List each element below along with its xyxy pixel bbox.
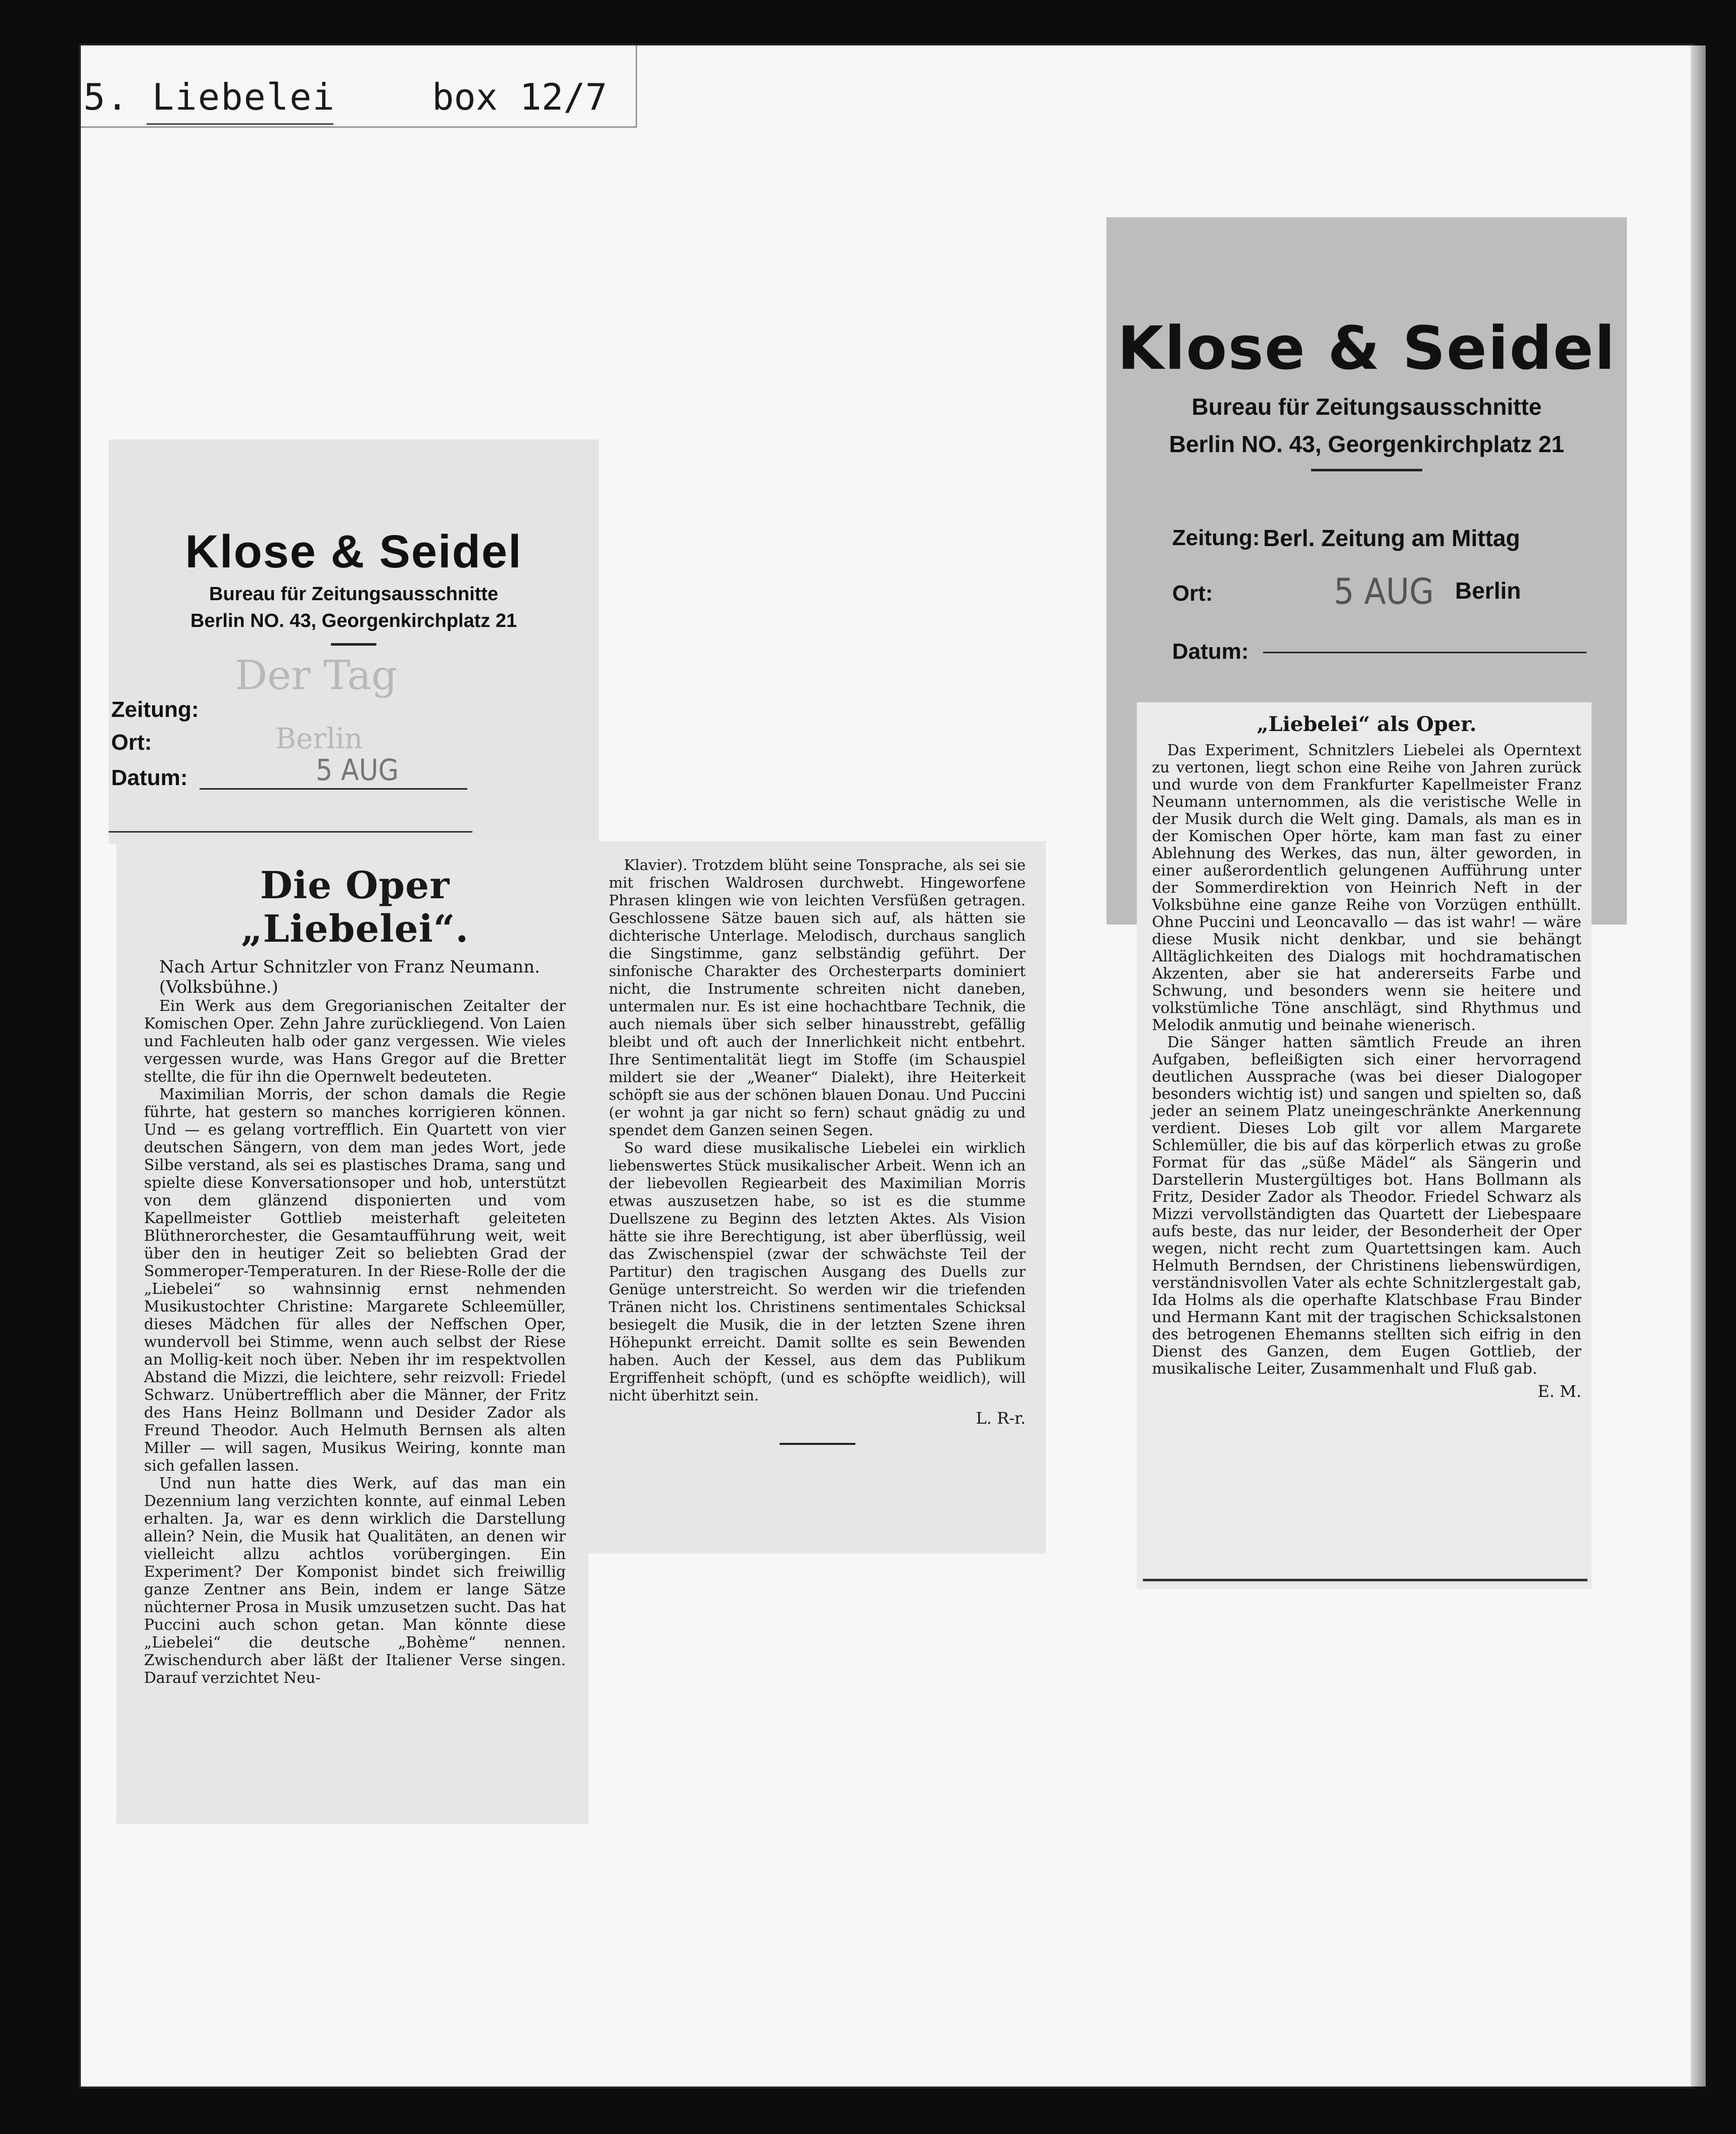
article-byline: Nach Artur Schnitzler von Franz Neumann. xyxy=(159,957,540,977)
article-paragraph: Das Experiment, Schnitzlers Liebelei als Operntext zu vertonen, liegt schon eine Reihe von Jahren zurück und wurde von dem Frankfurter Kapellmeister Franz Neumann unternommen, als die veristische Welle in der Musik durch die Welt ging. Damals, als man es in der Komischen Oper hörte, kam man fast zu einer Ablehnung des Werkes, das nun, älter geworden, in einer außerordentlich gelungenen Aufführung unter der Sommerdirektion von Heinrich Neft in der Volksbühne eine ganze Reihe von Vorzügen enthüllt. Ohne Puccini und Leoncavallo — das ist wahr! — wäre diese Musik nicht denkbar, und sie behängt Alltäglichkeiten des Dialogs mit hochdramatischen Akzenten, aber sie hat andererseits Farbe und Schwung, und besonders wenn sie heitere und volkstümliche Töne anschlägt, sind Rhythmus und Melodik anmutig und beinahe wienerisch. xyxy=(1152,742,1581,1034)
sheet-edge xyxy=(1691,45,1706,2087)
field-ort-label: Ort: xyxy=(111,730,152,755)
article-signature: L. R-r. xyxy=(976,1409,1026,1428)
header-border-vertical xyxy=(636,45,637,127)
slip-bottom-line xyxy=(109,831,472,833)
article-paragraph: Klavier). Trotzdem blüht seine Tonsprache, als sei sie mit frischen Waldrosen durchwebt. Hingeworfene Phrasen klingen wie von leichten Versfüßen getragen. Geschlossene Sätze bauen sich auf, als hätten sie dichterische Unterlage. Melodisch, durchaus sanglich die Singstimme, ganz selbständig geführt. Der sinfonische Charakter des Orchesterparts dominiert nicht, die Instrumente schreiten nicht daneben, untermalen nur. Es ist eine hochachtbare Technik, die auch niemals über sich selber hinausstrebt, gefällig bleibt und oft auch der Innerlichkeit nicht entbehrt. Ihre Sentimentalität liegt im Stoffe (im Schauspiel mildert sie der „Weaner“ Dialekt), ihre Heiterkeit schöpft sie aus der schönen blauen Donau. Und Puccini (er wohnt ja gar nicht so fern) schaut gnädig zu und spendet dem Ganzen seinen Segen. xyxy=(609,856,1026,1139)
datum-line xyxy=(1263,652,1586,653)
article-column-2 xyxy=(589,841,1046,1554)
date-stamp: 5 AUG xyxy=(1334,571,1434,612)
end-rule xyxy=(780,1443,855,1445)
ghost-newspaper-name: Der Tag xyxy=(235,652,398,699)
article-column-1 xyxy=(116,839,589,1824)
field-ort-label: Ort: xyxy=(1172,581,1213,606)
article-paragraph: Und nun hatte dies Werk, auf das man ein Dezennium lang verzichten konnte, auf einmal Leben erhalten. Ja, war es denn wirklich die Darstellung allein? Nein, die Musik hat Qualitäten, an denen wir vielleicht allzu achtlos vorübergingen. Ein Experiment? Der Komponist bindet sich freiwillig ganze Zentner ans Bein, indem er lange Sätze nüchterner Prosa in Musik umzusetzen sucht. Das hat Puccini auch schon getan. Man könnte diese „Liebelei“ die deutsche „Bohème“ nennen. Zwischendurch aber läßt der Italiener Verse singen. Darauf verzichtet Neu- xyxy=(144,1475,566,1687)
article-signature: E. M. xyxy=(1537,1382,1581,1401)
field-datum-label: Datum: xyxy=(1172,639,1249,664)
bureau-name: Klose & Seidel xyxy=(1117,313,1616,383)
date-stamp: 5 AUG xyxy=(316,753,399,787)
article-title: Die Oper „Liebelei“. xyxy=(240,864,469,951)
bureau-address: Berlin NO. 43, Georgenkirchplatz 21 xyxy=(190,610,517,632)
slip-rule xyxy=(331,643,376,646)
slip-rule xyxy=(1311,469,1422,471)
folder-label: 5. Liebelei xyxy=(83,76,335,118)
ghost-place: Berlin xyxy=(275,722,363,755)
bureau-name: Klose & Seidel xyxy=(185,526,522,577)
article-paragraph: So ward diese musikalische Liebelei ein wirklich liebenswertes Stück musikalischer Arbeit. Wenn ich an der liebevollen Regiearbeit des Maximilian Morris etwas auszusetzen habe, so ist es die stumme Duellszene zu Beginn des letzten Aktes. Als Vision hätte sie ihre Berechtigung, ist aber überflüssig, weil das Zwischenspiel (zwar der schwächste Teil der Partitur) den tragischen Ausgang des Duells zur Genüge unterstreicht. So werden wir die triefenden Tränen nicht los. Christinens sentimentales Schicksal besiegelt die Musik, die in der letzten Szene ihren Höhepunkt erreicht. Damit sollte es sein Bewenden haben. Auch der Kessel, aus dem das Publikum Ergriffenheit schöpft, (und es schöpfte weidlich), will nicht überhitzt sein. xyxy=(609,1139,1026,1404)
article-paragraph: Ein Werk aus dem Gregorianischen Zeitalter der Komischen Oper. Zehn Jahre zurückliegend. Von Laien und Fachleuten halb oder ganz vergessen. Wie vieles vergessen wurde, was Hans Gregor auf die Bretter stellte, die für ihn die Opernwelt bedeuteten. xyxy=(144,997,566,1086)
ort-value: Berlin xyxy=(1455,577,1521,604)
bureau-subtitle: Bureau für Zeitungsausschnitte xyxy=(1191,394,1542,420)
article-paragraph: Maximilian Morris, der schon damals die Regie führte, hat gestern so manches korrigieren können. Und — es gelang vortrefflich. Ein Quartett von vier deutschen Sängern, von dem man jedes Wort, jede Silbe verstand, als sei es plastisches Drama, sang und spielte diese Konversationsoper und hob, unterstützt von dem glänzend disponierten und vom Kapellmeister Gottlieb meisterhaft geleiteten Blüthnerorchester, die Gesamtaufführung weit, weit über den in heutiger Zeit so beliebten Grad der Sommeroper-Temperaturen. In der Riese-Rolle der die „Liebelei“ so wahnsinnig ernst nehmenden Musikustochter Christine: Margarete Schleemüller, dieses Mädchen für alles der Neffschen Oper, wundervoll bei Stimme, wenn auch selbst der Riese an Mollig-keit noch über. Neben ihr im respektvollen Abstand die Mizzi, die leichtere, sehr reizvoll: Friedel Schwarz. Unübertrefflich aber die Männer, der Fritz des Hans Heinz Bollmann und Desider Zador als Freund Theodor. Auch Helmuth Bernsen als alten Miller — will sagen, Musikus Weiring, konnte man sich gefallen lassen. xyxy=(144,1086,566,1475)
header-border xyxy=(81,126,637,128)
field-datum-label: Datum: xyxy=(111,765,188,790)
zeitung-value: Berl. Zeitung am Mittag xyxy=(1263,525,1520,551)
article-title: „Liebelei“ als Oper. xyxy=(1257,712,1477,736)
article-column-3 xyxy=(1137,702,1592,1589)
article-bottom-rule xyxy=(1143,1579,1587,1581)
bureau-subtitle: Bureau für Zeitungsausschnitte xyxy=(209,584,499,605)
field-zeitung-label: Zeitung: xyxy=(1172,525,1260,550)
datum-line xyxy=(200,788,467,790)
article-paragraph: Die Sänger hatten sämtlich Freude an ihren Aufgaben, befleißigten sich einer hervorragend deutlichen Aussprache (was bei dieser Dialogoper besonders wichtig ist) und sangen und spielten so, daß jeder an seinem Platz uneingeschränkte Anerkennung verdient. Dieses Lob gilt vor allem Margarete Schlemüller, die bis auf das körperlich etwas zu große Format für das „süße Mädel“ als Sängerin und Darstellerin Mustergültiges bot. Hans Bollmann als Fritz, Desider Zador als Theodor. Friedel Schwarz als Mizzi vervollständigten das Quartett der Liebespaare aufs beste, das nur leider, der Besonderheit der Oper wegen, nicht recht zum Quartettsingen kam. Auch Helmuth Berndsen, der Christinens liebenswürdigen, verständnisvollen Vater als echte Schnitzlergestalt gab, Ida Holms als die operhafte Klatschbase Frau Binder und Hermann Kant mit der tragischen Schicksalstonen des betrogenen Ehemanns stellten sich eifrig in den Dienst des Ganzen, dem Eugen Gottlieb, der musikalische Leiter, Zusammenhalt und Fluß gab. xyxy=(1152,1034,1581,1378)
article-venue: (Volksbühne.) xyxy=(159,977,278,997)
field-zeitung-label: Zeitung: xyxy=(111,697,199,722)
bureau-address: Berlin NO. 43, Georgenkirchplatz 21 xyxy=(1169,431,1565,457)
clipping-bureau-slip-left xyxy=(109,440,599,844)
folder-label-underline xyxy=(147,123,333,125)
box-label: box 12/7 xyxy=(432,76,607,118)
